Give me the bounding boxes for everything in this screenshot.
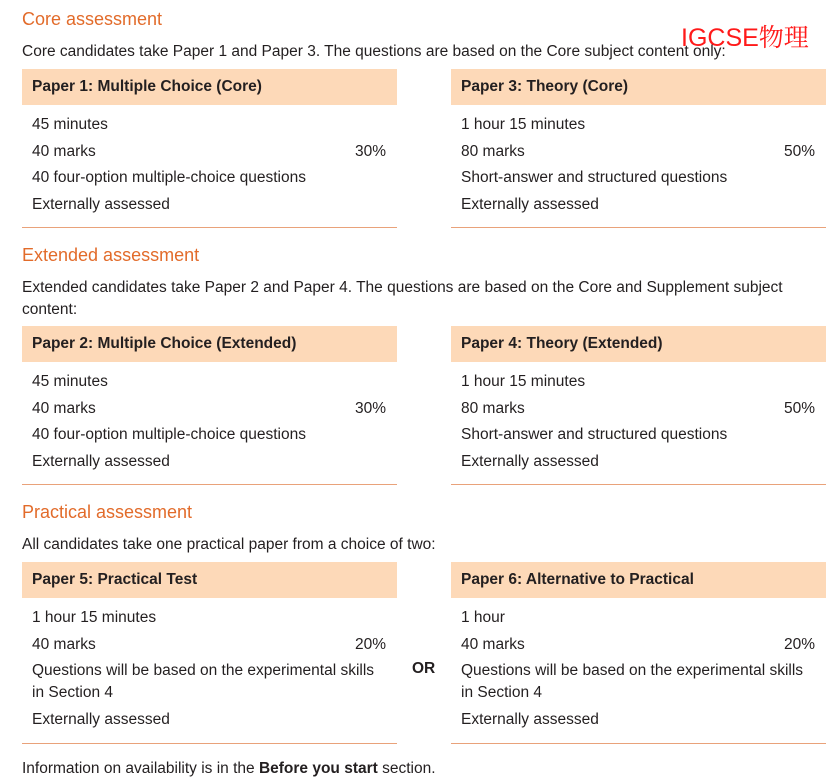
core-assessment-intro: Core candidates take Paper 1 and Paper 3. The questions are based on the Core subject content only: bbox=[22, 43, 726, 60]
paper-5-duration: 1 hour 15 minutes bbox=[32, 609, 157, 626]
paper-2-weight: 30% bbox=[354, 399, 386, 417]
paper-5-box bbox=[22, 562, 397, 744]
paper-4-assessed: Externally assessed bbox=[461, 452, 599, 470]
paper-6-box bbox=[451, 562, 826, 744]
paper-2-assessed: Externally assessed bbox=[32, 452, 170, 470]
availability-note bbox=[22, 758, 436, 780]
paper-4-marks: 80 marks bbox=[461, 399, 525, 417]
paper-2-marks: 40 marks bbox=[32, 399, 96, 417]
paper-1-duration: 45 minutes bbox=[32, 116, 108, 133]
paper-4-box bbox=[451, 326, 826, 485]
paper-3-marks: 80 marks bbox=[461, 142, 525, 160]
before-you-start-link-text: Before you start bbox=[258, 760, 378, 777]
paper-6-assessed: Externally assessed bbox=[461, 711, 599, 728]
core-assessment-heading: Core assessment bbox=[22, 9, 163, 29]
paper-6-title: Paper 6: Alternative to Practical bbox=[451, 562, 826, 598]
paper-3-description: Short-answer and structured questions bbox=[461, 169, 728, 186]
paper-3-duration: 1 hour 15 minutes bbox=[461, 116, 586, 133]
watermark-text: IGCSE物理 bbox=[681, 24, 809, 52]
practical-assessment-intro: All candidates take one practical paper from a choice of two: bbox=[22, 536, 436, 553]
paper-2-box bbox=[22, 326, 397, 485]
paper-2-description: 40 four-option multiple-choice questions bbox=[32, 426, 306, 443]
paper-6-marks: 40 marks bbox=[461, 635, 525, 653]
paper-1-weight: 30% bbox=[354, 142, 386, 160]
paper-1-assessed: Externally assessed bbox=[32, 195, 170, 213]
paper-6-description: Questions will be based on the experimental skills in Section 4 bbox=[461, 662, 804, 701]
paper-5-description: Questions will be based on the experimental skills in Section 4 bbox=[32, 662, 375, 701]
paper-2-title: Paper 2: Multiple Choice (Extended) bbox=[22, 326, 397, 362]
paper-2-duration: 45 minutes bbox=[32, 373, 108, 390]
paper-3-box bbox=[451, 69, 826, 228]
paper-1-marks: 40 marks bbox=[32, 142, 96, 160]
paper-6-duration: 1 hour bbox=[461, 609, 505, 626]
paper-5-assessed: Externally assessed bbox=[32, 711, 170, 728]
paper-5-marks: 40 marks bbox=[32, 635, 96, 653]
paper-4-weight: 50% bbox=[783, 399, 815, 417]
paper-1-title: Paper 1: Multiple Choice (Core) bbox=[22, 69, 397, 105]
paper-4-duration: 1 hour 15 minutes bbox=[461, 373, 586, 390]
practical-assessment-heading: Practical assessment bbox=[22, 502, 193, 522]
paper-1-description: 40 four-option multiple-choice questions bbox=[32, 169, 306, 186]
availability-note-post: section. bbox=[377, 760, 436, 777]
paper-3-title: Paper 3: Theory (Core) bbox=[451, 69, 826, 105]
paper-4-description: Short-answer and structured questions bbox=[461, 426, 728, 443]
or-label: OR bbox=[412, 660, 436, 677]
paper-3-assessed: Externally assessed bbox=[461, 195, 599, 213]
paper-5-title: Paper 5: Practical Test bbox=[22, 562, 397, 598]
paper-5-weight: 20% bbox=[354, 635, 386, 653]
paper-1-box bbox=[22, 69, 397, 228]
paper-4-title: Paper 4: Theory (Extended) bbox=[451, 326, 826, 362]
paper-3-weight: 50% bbox=[783, 142, 815, 160]
availability-note-pre: Information on availability is in the bbox=[22, 760, 259, 777]
extended-assessment-heading: Extended assessment bbox=[22, 245, 200, 265]
extended-assessment-intro: Extended candidates take Paper 2 and Paper 4. The questions are based on the Core and Supplement subject content: bbox=[22, 279, 783, 318]
paper-6-weight: 20% bbox=[783, 635, 815, 653]
